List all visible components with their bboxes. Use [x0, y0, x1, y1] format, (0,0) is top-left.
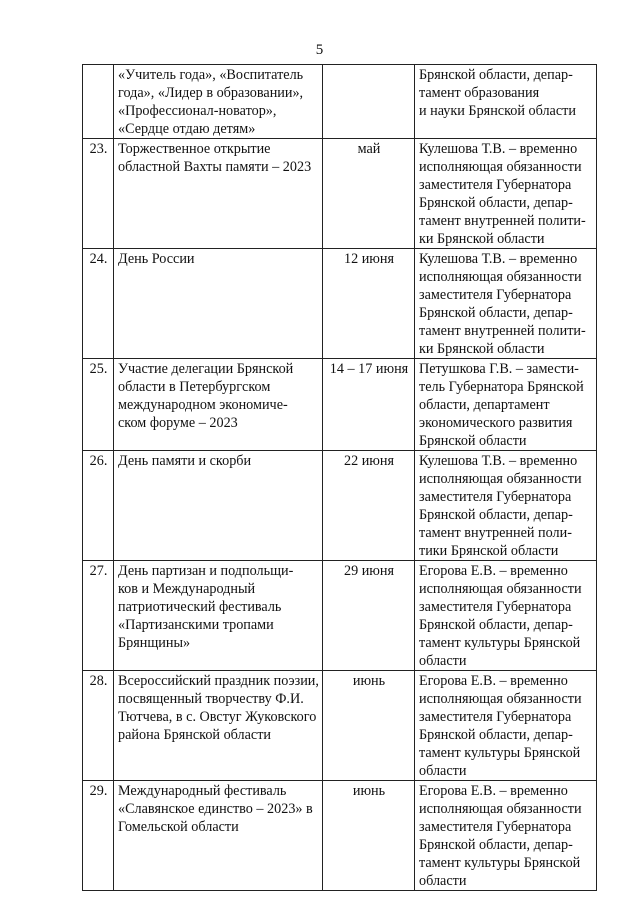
table-row — [83, 139, 597, 249]
responsible-party: Егорова Е.В. – временно исполняющая обязанности заместителя Губернатора Брянской области, депар- тамент культуры Брянской области — [415, 781, 597, 891]
event-name: День России — [114, 249, 323, 359]
row-number: 26. — [83, 451, 114, 561]
event-name: Участие делегации Брянской области в Петербургском международном экономиче- ском форуме – 2023 — [114, 359, 323, 451]
event-name: Торжественное открытие областной Вахты памяти – 2023 — [114, 139, 323, 249]
row-number: 28. — [83, 671, 114, 781]
event-name: «Учитель года», «Воспитатель года», «Лидер в образовании», «Профессионал-новатор», «Сердце отдаю детям» — [114, 65, 323, 139]
event-date: июнь — [323, 781, 415, 891]
responsible-party: Петушкова Г.В. – замести- тель Губернатора Брянской области, департамент экономического развития Брянской области — [415, 359, 597, 451]
page-number: 5 — [315, 42, 324, 58]
responsible-party: Кулешова Т.В. – временно исполняющая обязанности заместителя Губернатора Брянской области, депар- тамент внутренней поли- тики Брянской области — [415, 451, 597, 561]
row-number: 23. — [83, 139, 114, 249]
responsible-party: Егорова Е.В. – временно исполняющая обязанности заместителя Губернатора Брянской области, депар- тамент культуры Брянской области — [415, 671, 597, 781]
event-name: День памяти и скорби — [114, 451, 323, 561]
table-row — [83, 561, 597, 671]
events-table — [82, 64, 597, 891]
event-name: День партизан и подпольщи- ков и Международный патриотический фестиваль «Партизанскими тропами Брянщины» — [114, 561, 323, 671]
event-name: Всероссийский праздник поэзии, посвященный творчеству Ф.И. Тютчева, в с. Овстуг Жуковского района Брянской области — [114, 671, 323, 781]
responsible-party: Егорова Е.В. – временно исполняющая обязанности заместителя Губернатора Брянской области, депар- тамент культуры Брянской области — [415, 561, 597, 671]
table-row — [83, 671, 597, 781]
event-date: июнь — [323, 671, 415, 781]
responsible-party: Брянской области, депар- тамент образования и науки Брянской области — [415, 65, 597, 139]
responsible-party: Кулешова Т.В. – временно исполняющая обязанности заместителя Губернатора Брянской области, депар- тамент внутренней полити- ки Брянской области — [415, 249, 597, 359]
responsible-party: Кулешова Т.В. – временно исполняющая обязанности заместителя Губернатора Брянской области, депар- тамент внутренней полити- ки Брянской области — [415, 139, 597, 249]
table-row — [83, 359, 597, 451]
event-date — [323, 65, 415, 139]
event-date: май — [323, 139, 415, 249]
row-number: 25. — [83, 359, 114, 451]
table-row — [83, 451, 597, 561]
row-number: 24. — [83, 249, 114, 359]
table-row — [83, 249, 597, 359]
table-row — [83, 781, 597, 891]
event-date: 22 июня — [323, 451, 415, 561]
event-date: 29 июня — [323, 561, 415, 671]
row-number: 27. — [83, 561, 114, 671]
row-number: 29. — [83, 781, 114, 891]
event-date: 14 – 17 июня — [323, 359, 415, 451]
event-date: 12 июня — [323, 249, 415, 359]
event-name: Международный фестиваль «Славянское единство – 2023» в Гомельской области — [114, 781, 323, 891]
row-number — [83, 65, 114, 139]
table-row — [83, 65, 597, 139]
